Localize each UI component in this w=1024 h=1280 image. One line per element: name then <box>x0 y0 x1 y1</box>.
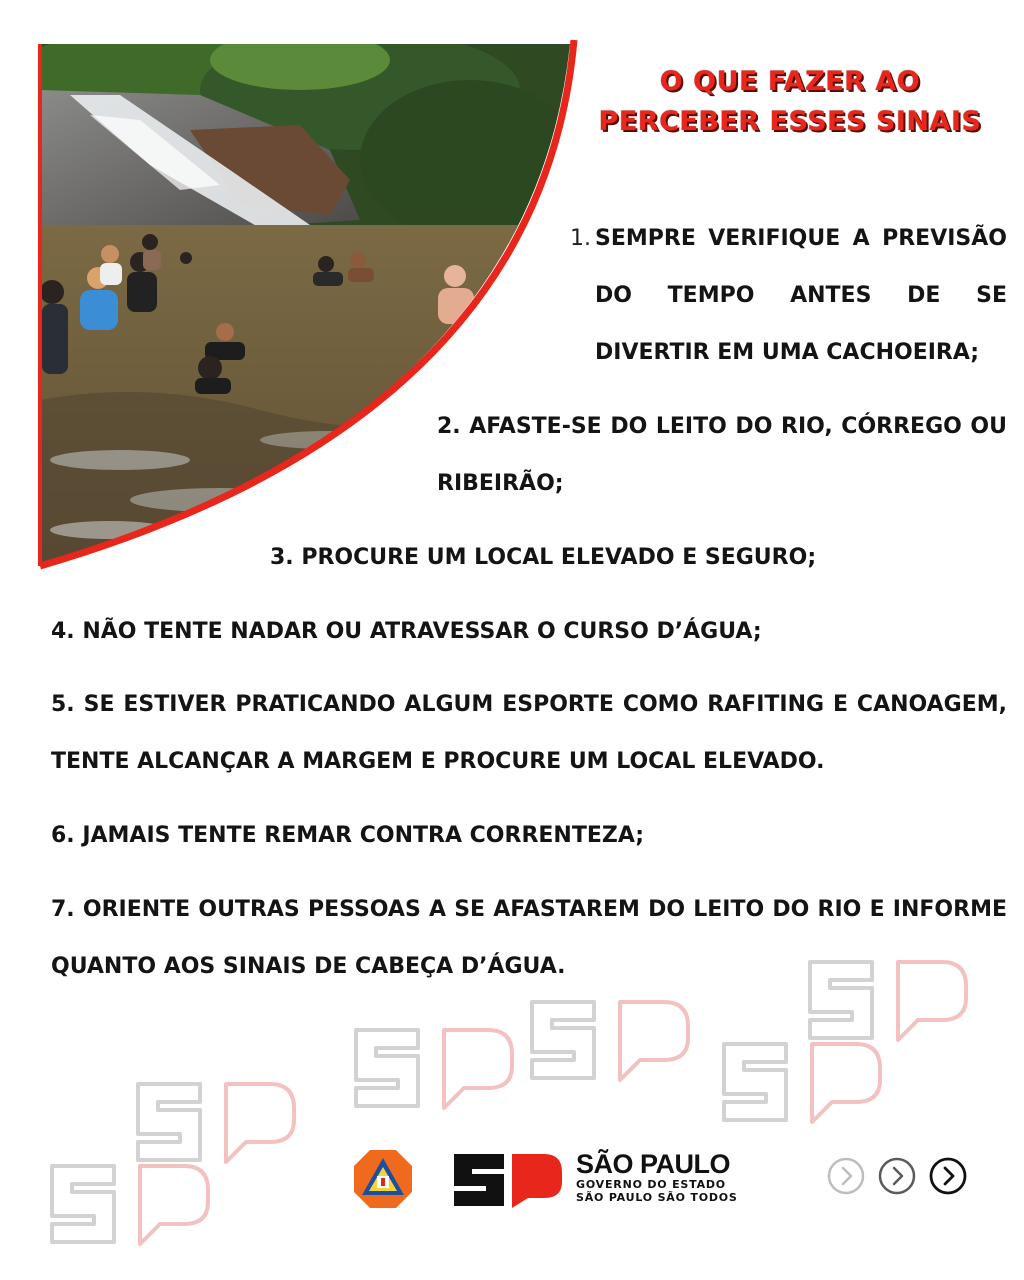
tip-4: 4. NÃO TENTE NADAR OU ATRAVESSAR O CURSO D’ÁGUA; <box>51 619 762 644</box>
page-title <box>580 62 1000 142</box>
tip-1-number: 1. <box>570 226 591 251</box>
defesa-civil-logo <box>352 1148 414 1210</box>
government-label: GOVERNO DO ESTADO <box>576 1178 726 1191</box>
title-line-2: PERCEBER ESSES SINAIS <box>598 106 982 137</box>
tip-7-line-2: QUANTO AOS SINAIS DE CABEÇA D’ÁGUA. <box>51 954 566 979</box>
tip-7-line-1: 7. ORIENTE OUTRAS PESSOAS A SE AFASTAREM DO LEITO DO RIO E INFORME <box>51 897 1007 922</box>
tip-2-line-2: RIBEIRÃO; <box>437 471 564 496</box>
tip-5-line-2: TENTE ALCANÇAR A MARGEM E PROCURE UM LOCAL ELEVADO. <box>51 749 825 774</box>
sp-government-wordmark <box>576 1150 738 1204</box>
chevron-right-circle-icon[interactable] <box>826 1156 866 1196</box>
tip-1-line-1: SEMPRE VERIFIQUE A PREVISÃO <box>595 226 1007 251</box>
slogan-label: SÃO PAULO SÃO TODOS <box>576 1191 738 1204</box>
tip-5-line-1: 5. SE ESTIVER PRATICANDO ALGUM ESPORTE COMO RAFITING E CANOAGEM, <box>51 692 1007 717</box>
chevron-right-circle-icon[interactable] <box>928 1156 968 1196</box>
sp-government-logo <box>452 1152 564 1208</box>
tip-6: 6. JAMAIS TENTE REMAR CONTRA CORRENTEZA; <box>51 823 645 848</box>
state-name: SÃO PAULO <box>576 1149 731 1179</box>
title-line-1: O QUE FAZER AO <box>659 66 921 97</box>
tip-2-line-1: 2. AFASTE-SE DO LEITO DO RIO, CÓRREGO OU <box>437 414 1007 439</box>
tip-1-line-3: DIVERTIR EM UMA CACHOEIRA; <box>595 340 980 365</box>
chevron-right-circle-icon[interactable] <box>877 1156 917 1196</box>
tip-3: 3. PROCURE UM LOCAL ELEVADO E SEGURO; <box>270 545 817 570</box>
tip-1-line-2: DO TEMPO ANTES DE SE <box>595 283 1007 308</box>
sp-watermark-pattern <box>0 940 1024 1280</box>
